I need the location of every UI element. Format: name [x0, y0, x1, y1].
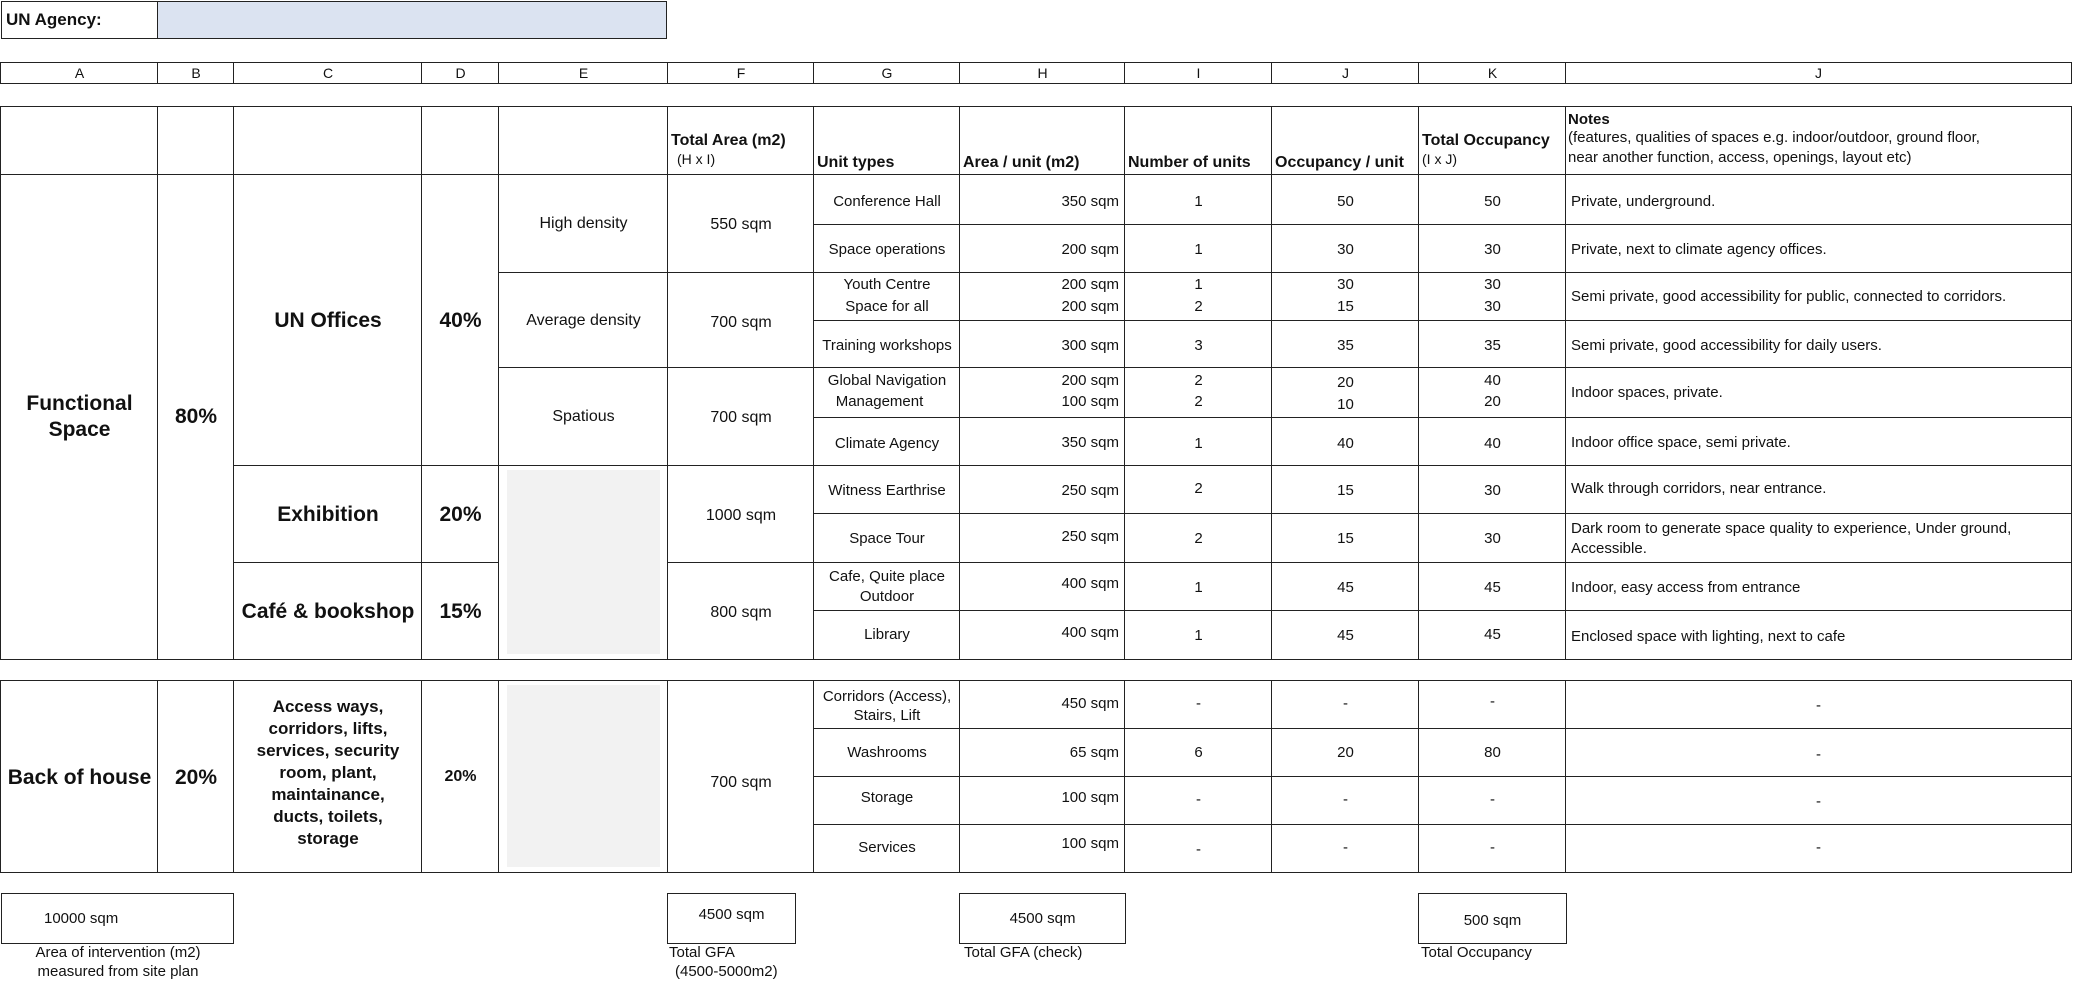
table-row [813, 417, 2072, 467]
col-letter-k: K [1418, 62, 1567, 84]
col-letter-j: J [1271, 62, 1420, 84]
units-cell: - [1124, 680, 1273, 730]
unit-type-cell: Cafe, Quite place Outdoor [813, 562, 961, 612]
total-occupancy-cell: 80 [1418, 728, 1567, 778]
total-occupancy-cell: 30 30 [1418, 272, 1567, 322]
units-cell: 2 [1124, 513, 1273, 564]
total-occupancy-cell: 35 [1418, 320, 1567, 369]
density-average: Average density [498, 272, 669, 369]
unit-type-cell: Training workshops [813, 320, 961, 369]
header-number-of-units: Number of units [1124, 106, 1273, 176]
intervention-area-sublabel: measured from site plan [37, 963, 199, 980]
col-letter-e: E [498, 62, 669, 84]
col-letter-j2: J [1565, 62, 2072, 84]
area-cell: 400 sqm [959, 562, 1126, 612]
column-letter-row [0, 62, 2073, 84]
group-exhibition: Exhibition [233, 465, 423, 564]
total-occupancy-cell: - [1418, 776, 1567, 826]
header-cell-b [157, 106, 235, 176]
total-gfa-range: (4500-5000m2) [675, 963, 778, 980]
group-exhibition-percent: 20% [421, 465, 500, 564]
back-of-house-percent: 20% [157, 680, 235, 873]
total-area-cafe: 800 sqm [667, 562, 815, 660]
note-cell: Indoor spaces, private. [1565, 367, 2072, 419]
unit-type-cell: Storage [813, 776, 961, 826]
table-row [813, 824, 2072, 873]
occupancy-cell: 35 [1271, 320, 1420, 369]
area-cell: 250 sqm [959, 513, 1126, 564]
area-cell: 450 sqm [959, 680, 1126, 730]
total-gfa-box[interactable]: 4500 sqm [667, 893, 796, 944]
back-of-house-description: Access ways, corridors, lifts, services, security room, plant, maintainance, ducts, toilets, storage [233, 680, 423, 873]
occupancy-cell: 15 [1271, 513, 1420, 564]
col-letter-f: F [667, 62, 815, 84]
col-letter-d: D [421, 62, 500, 84]
unit-type-cell: Space operations [813, 224, 961, 274]
area-cell: 400 sqm [959, 610, 1126, 660]
total-gfa-label: Total GFA [669, 944, 735, 961]
table-row [813, 174, 2072, 226]
table-row [813, 728, 2072, 778]
group-un-offices: UN Offices [233, 174, 423, 467]
area-cell: 200 sqm [959, 224, 1126, 274]
area-cell: 300 sqm [959, 320, 1126, 369]
total-occupancy-cell: 30 [1418, 465, 1567, 515]
note-cell: Private, next to climate agency offices. [1565, 224, 2072, 274]
note-cell: Indoor office space, semi private. [1565, 417, 2072, 467]
agency-label-cell [1, 1, 159, 39]
occupancy-cell: 20 [1271, 728, 1420, 778]
density-high: High density [498, 174, 669, 274]
total-occupancy-cell: 45 [1418, 610, 1567, 660]
table-row [813, 776, 2072, 826]
area-cell: 200 sqm 100 sqm [959, 367, 1126, 419]
occupancy-cell: 40 [1271, 417, 1420, 467]
density-empty [498, 465, 669, 660]
header-cell-e [498, 106, 669, 176]
occupancy-cell: 15 [1271, 465, 1420, 515]
units-cell: 2 [1124, 465, 1273, 515]
col-letter-i: I [1124, 62, 1273, 84]
table-row [813, 367, 2072, 419]
total-occupancy-cell: 45 [1418, 562, 1567, 612]
col-letter-b: B [157, 62, 235, 84]
unit-type-cell: Space Tour [813, 513, 961, 564]
header-cell-a [0, 106, 159, 176]
density-spatious: Spatious [498, 367, 669, 467]
area-cell: 350 sqm [959, 417, 1126, 467]
note-cell: Semi private, good accessibility for daily users. [1565, 320, 2072, 369]
area-cell: 100 sqm [959, 824, 1126, 873]
note-cell: Dark room to generate space quality to experience, Under ground, Accessible. [1565, 513, 2072, 564]
note-cell: - [1565, 728, 2072, 778]
agency-input[interactable] [157, 1, 667, 39]
total-area-spatious: 700 sqm [667, 367, 815, 467]
total-occupancy-cell: - [1418, 680, 1567, 730]
unit-type-cell: Witness Earthrise [813, 465, 961, 515]
occupancy-cell: - [1271, 680, 1420, 730]
total-occupancy-cell: 50 [1418, 174, 1567, 226]
back-of-house-label: Back of house [0, 680, 159, 873]
occupancy-cell: 20 10 [1271, 367, 1420, 419]
units-cell: 2 2 [1124, 367, 1273, 419]
back-of-house-empty [498, 680, 669, 873]
table-row [813, 224, 2072, 274]
note-cell: - [1565, 680, 2072, 730]
occupancy-cell: 45 [1271, 610, 1420, 660]
occupancy-cell: 50 [1271, 174, 1420, 226]
area-cell: 65 sqm [959, 728, 1126, 778]
total-area-exhibition: 1000 sqm [667, 465, 815, 564]
table-row [813, 465, 2072, 515]
units-cell: 1 [1124, 562, 1273, 612]
agency-label: UN Agency: [6, 10, 102, 29]
unit-type-cell: Youth Centre Space for all [813, 272, 961, 322]
unit-type-cell: Washrooms [813, 728, 961, 778]
note-cell: - [1565, 776, 2072, 826]
occupancy-cell: 45 [1271, 562, 1420, 612]
unit-type-cell: Global Navigation Management [813, 367, 961, 419]
occupancy-cell: - [1271, 776, 1420, 826]
header-unit-types: Unit types [813, 106, 961, 176]
unit-type-cell: Corridors (Access), Stairs, Lift [813, 680, 961, 730]
unit-type-cell: Services [813, 824, 961, 873]
header-occupancy-per-unit: Occupancy / unit [1271, 106, 1420, 176]
units-cell: 3 [1124, 320, 1273, 369]
total-gfa-check-box[interactable]: 4500 sqm [959, 893, 1126, 944]
col-letter-h: H [959, 62, 1126, 84]
note-cell: Semi private, good accessibility for public, connected to corridors. [1565, 272, 2072, 322]
occupancy-cell: 30 [1271, 224, 1420, 274]
note-cell: Private, underground. [1565, 174, 2072, 226]
unit-type-cell: Climate Agency [813, 417, 961, 467]
area-cell: 200 sqm 200 sqm [959, 272, 1126, 322]
intervention-area-label: Area of intervention (m2) [35, 944, 201, 961]
total-occupancy-cell: 30 [1418, 513, 1567, 564]
units-cell: 1 [1124, 610, 1273, 660]
total-occupancy-cell: 40 20 [1418, 367, 1567, 419]
total-occupancy-label: Total Occupancy [1421, 944, 1532, 961]
table-row [813, 562, 2072, 612]
header-cell-c [233, 106, 423, 176]
units-cell: 1 [1124, 417, 1273, 467]
total-occupancy-cell: 30 [1418, 224, 1567, 274]
functional-space-label: Functional Space [0, 174, 159, 660]
col-letter-g: G [813, 62, 961, 84]
intervention-area-box[interactable]: 10000 sqm [1, 893, 234, 944]
group-un-offices-percent: 40% [421, 174, 500, 467]
area-cell: 250 sqm [959, 465, 1126, 515]
col-letter-a: A [0, 62, 159, 84]
table-row [813, 680, 2072, 730]
units-cell: - [1124, 776, 1273, 826]
total-occupancy-cell: 40 [1418, 417, 1567, 467]
table-row [813, 513, 2072, 564]
table-row [813, 610, 2072, 660]
shaded-placeholder [507, 685, 660, 867]
group-cafe-bookshop-percent: 15% [421, 562, 500, 660]
header-notes: Notes (features, qualities of spaces e.g. indoor/outdoor, ground floor, near another function, access, openings, layout etc) [1565, 106, 2072, 176]
table-row [813, 320, 2072, 369]
functional-space-percent: 80% [157, 174, 235, 660]
units-cell: 1 2 [1124, 272, 1273, 322]
area-cell: 350 sqm [959, 174, 1126, 226]
group-cafe-bookshop: Café & bookshop [233, 562, 423, 660]
units-cell: - [1124, 824, 1273, 873]
note-cell: Walk through corridors, near entrance. [1565, 465, 2072, 515]
note-cell: Enclosed space with lighting, next to cafe [1565, 610, 2072, 660]
header-total-area: Total Area (m2) (H x I) [667, 106, 815, 176]
total-gfa-check-label: Total GFA (check) [964, 944, 1083, 961]
back-of-house-total-area: 700 sqm [667, 680, 815, 873]
area-cell: 100 sqm [959, 776, 1126, 826]
total-area-average: 700 sqm [667, 272, 815, 369]
header-total-occupancy: Total Occupancy (I x J) [1418, 106, 1567, 176]
note-cell: Indoor, easy access from entrance [1565, 562, 2072, 612]
col-letter-c: C [233, 62, 423, 84]
header-area-per-unit: Area / unit (m2) [959, 106, 1126, 176]
unit-type-cell: Conference Hall [813, 174, 961, 226]
shaded-placeholder [507, 470, 660, 654]
units-cell: 1 [1124, 224, 1273, 274]
note-cell: - [1565, 824, 2072, 873]
units-cell: 1 [1124, 174, 1273, 226]
header-cell-d [421, 106, 500, 176]
occupancy-cell: - [1271, 824, 1420, 873]
unit-type-cell: Library [813, 610, 961, 660]
total-occupancy-cell: - [1418, 824, 1567, 873]
occupancy-cell: 30 15 [1271, 272, 1420, 322]
back-of-house-desc-percent: 20% [421, 680, 500, 873]
total-occupancy-box[interactable]: 500 sqm [1418, 893, 1567, 944]
total-area-high: 550 sqm [667, 174, 815, 274]
table-row [813, 272, 2072, 322]
units-cell: 6 [1124, 728, 1273, 778]
